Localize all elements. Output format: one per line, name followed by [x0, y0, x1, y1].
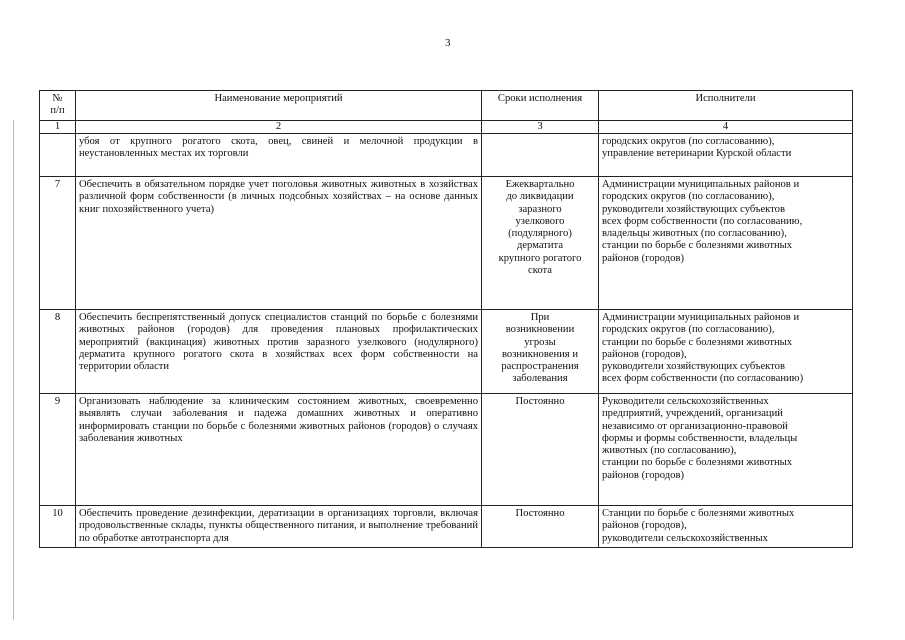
- executor-line: станции по борьбе с болезнями животных: [602, 336, 793, 348]
- terms-line: При: [530, 312, 550, 323]
- table-row: [40, 134, 853, 177]
- row-terms: [482, 394, 599, 506]
- table-row: [40, 177, 853, 310]
- executor-line: руководители сельскохозяйственных: [602, 532, 768, 544]
- executor-line: Станции по борьбе с болезнями животных: [602, 508, 795, 519]
- executor-line: станции по борьбе с болезнями животных: [602, 457, 793, 469]
- table-row: [40, 506, 853, 548]
- terms-line: возникновения и: [501, 348, 579, 360]
- terms-line: крупного рогатого: [498, 252, 582, 264]
- executor-line: всех форм собственности (по согласованию,: [602, 215, 803, 227]
- column-number: 2: [76, 121, 482, 134]
- terms-line: заболевания: [512, 373, 568, 385]
- row-measure-text: Обеспечить в обязательном порядке учет поголовья животных животных в хозяйствах различной форм собственности (в личных подсобных хозяйствах – на основе данных книг похозяйственного учета): [76, 177, 482, 310]
- executor-line: городских округов (по согласованию),: [602, 191, 775, 203]
- header-name: Наименование мероприятий: [76, 91, 482, 121]
- row-executors: [599, 506, 853, 548]
- terms-line: узелкового: [515, 215, 565, 227]
- executor-line: городских округов (по согласованию),: [602, 136, 775, 147]
- executor-line: Руководители сельскохозяйственных: [602, 396, 769, 407]
- executor-line: Администрации муниципальных районов и: [602, 179, 800, 190]
- executor-line: владельцы животных (по согласованию),: [602, 228, 787, 240]
- row-executors: [599, 310, 853, 394]
- column-number: 3: [482, 121, 599, 134]
- table-header-row: [40, 91, 853, 121]
- row-number: 8: [40, 310, 76, 394]
- row-measure-text: Обеспечить беспрепятственный допуск специалистов станций по борьбе с болезнями животных районов (городов) для проведения плановых профилактических мероприятий (вакцинация) животных против заразного узелкового (нодулярного) дерматита крупного рогатого скота в хозяйствах всех форм собственности на территории области: [76, 310, 482, 394]
- row-executors: [599, 177, 853, 310]
- terms-line: Постоянно: [515, 508, 565, 519]
- row-terms: [482, 134, 599, 177]
- executor-line: районов (городов),: [602, 520, 687, 532]
- terms-line: (подулярного): [508, 228, 572, 240]
- row-terms: [482, 506, 599, 548]
- executor-line: городских округов (по согласованию),: [602, 324, 775, 336]
- header-num: № п/п: [40, 91, 76, 121]
- column-number: 1: [40, 121, 76, 134]
- row-terms: [482, 177, 599, 310]
- column-number-row: [40, 121, 853, 134]
- row-number: 7: [40, 177, 76, 310]
- row-executors: [599, 394, 853, 506]
- executor-line: станции по борьбе с болезнями животных: [602, 240, 793, 252]
- terms-line: дерматита: [516, 240, 564, 252]
- terms-line: скота: [528, 265, 552, 277]
- terms-line: угрозы: [524, 336, 556, 348]
- executor-line: формы и формы собственности, владельцы: [602, 432, 798, 444]
- row-number: 10: [40, 506, 76, 548]
- row-measure-text: Организовать наблюдение за клиническим состоянием животных, своевременно выявлять случаи заболевания и падежа домашних животных и оперативно информировать станции по борьбе с болезнями животных районов (городов) о случаях заболевания животных: [76, 394, 482, 506]
- row-number: [40, 134, 76, 177]
- executor-line: всех форм собственности (по согласованию): [602, 373, 804, 385]
- executor-line: районов (городов): [602, 469, 684, 481]
- executor-line: районов (городов): [602, 252, 684, 264]
- executor-line: руководители хозяйствующих субъектов: [602, 361, 785, 373]
- executor-line: животных (по согласованию),: [602, 445, 737, 457]
- terms-line: Ежеквартально: [505, 179, 575, 190]
- measures-table: [39, 90, 853, 548]
- table-row: [40, 310, 853, 394]
- executor-line: Администрации муниципальных районов и: [602, 312, 800, 323]
- row-terms: [482, 310, 599, 394]
- row-executors: [599, 134, 853, 177]
- header-executors: Исполнители: [599, 91, 853, 121]
- row-number: 9: [40, 394, 76, 506]
- page-number: 3: [445, 37, 451, 49]
- executor-line: районов (городов),: [602, 348, 687, 360]
- terms-line: Постоянно: [515, 396, 565, 407]
- row-measure-text: убоя от крупного рогатого скота, овец, свиней и мелочной продукции в неустановленных местах их торговли: [76, 134, 482, 177]
- executor-line: руководители хозяйствующих субъектов: [602, 203, 785, 215]
- terms-line: распространения: [501, 361, 579, 373]
- terms-line: возникновении: [505, 324, 575, 336]
- executor-line: независимо от организационно-правовой: [602, 420, 788, 432]
- executor-line: предприятий, учреждений, организаций: [602, 408, 783, 420]
- executor-line: управление ветеринарии Курской области: [602, 148, 792, 160]
- terms-line: до ликвидации: [506, 191, 574, 203]
- header-terms: Сроки исполнения: [482, 91, 599, 121]
- table-row: [40, 394, 853, 506]
- scan-edge-line: [13, 120, 14, 620]
- row-measure-text: Обеспечить проведение дезинфекции, дератизации в организациях торговли, включая продовольственные склады, пункты общественного питания, и выполнение требований по обработке автотранспорта для: [76, 506, 482, 548]
- terms-line: заразного: [518, 203, 562, 215]
- column-number: 4: [599, 121, 853, 134]
